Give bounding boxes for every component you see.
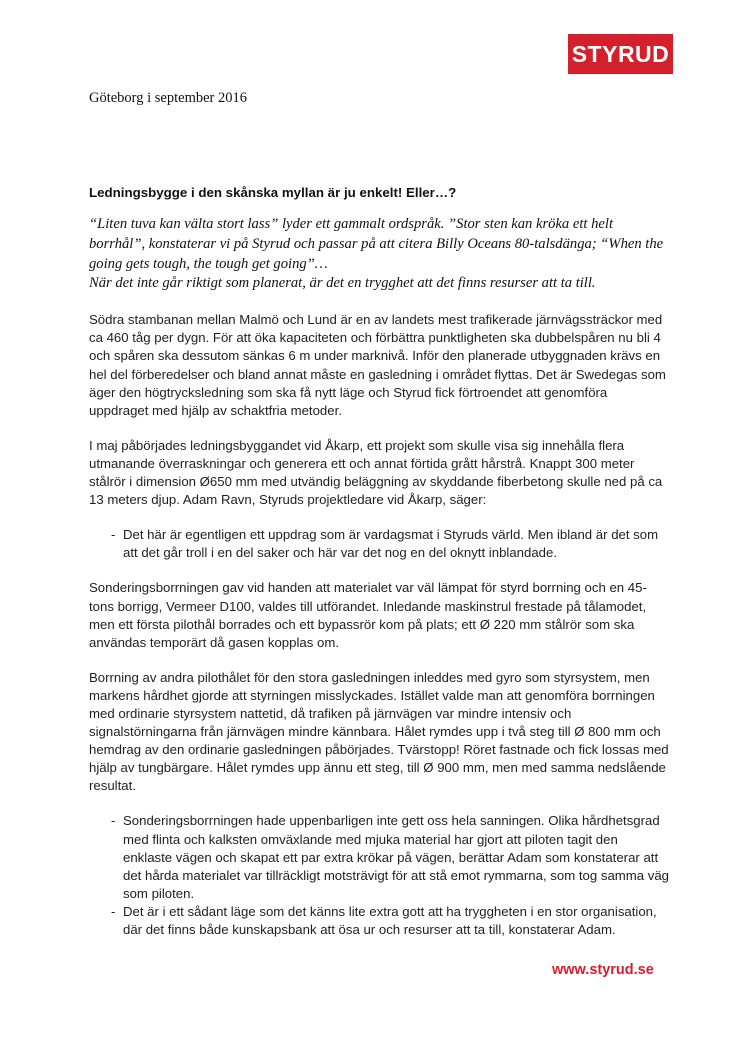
quote-list — [89, 812, 669, 939]
paragraph: I maj påbörjades ledningsbyggandet vid Åkarp, ett projekt som skulle visa sig innehålla flera utmanande överraskningar och generera ett och annat förtida grått hårstrå. Knappt 300 meter stålrör i dimension Ø650 mm med utvändig beläggning av skyddande fiberbetong skulle ned på ca 13 meters djup. Adam Ravn, Styruds projektledare vid Åkarp, säger: — [89, 437, 663, 508]
paragraph: Sonderingsborrningen gav vid handen att materialet var väl lämpat för styrd borrning och en 45-tons borrigg, Vermeer D100, valdes till utförandet. Inledande maskinstrul frestade på tålamodet, men ett första pilothål borrades och ett bypassrör kom på plats; ett Ø 220 mm stålrör som ska användas temporärt då gasen kopplas om. — [89, 580, 647, 650]
intro-quote — [89, 215, 669, 294]
intro-line: “Liten tuva kan välta stort lass” lyder ett gammalt ordspråk. ”Stor sten kan kröka ett helt borrhål”, konstaterar vi på Styrud och passar på att citera Billy Oceans 80-talsdänga; “When the going gets tough, the tough get going”… — [89, 216, 664, 272]
quote-item — [89, 812, 669, 902]
bullet-dash: - — [111, 813, 116, 829]
quote-list — [89, 526, 669, 562]
quote-text: Det här är egentligen ett uppdrag som är vardagsmat i Styruds värld. Men ibland är det som att det går troll i en del saker och här var det nog en del oknytt inblandade. — [123, 527, 659, 561]
bullet-dash: - — [111, 527, 116, 543]
styrud-logo: STYRUD — [568, 34, 673, 74]
paragraph: Södra stambanan mellan Malmö och Lund är en av landets mest trafikerade järnvägssträckor med ca 460 tåg per dygn. För att öka kapaciteten och förbättra punktligheten ska dubbelspåren nu bli 4 och spåren ska dessutom sänkas 6 m under marknivå. Inför den planerade utbyggnaden krävs en hel del förberedelser och bland annat måste en gasledning i området flyttas. Det är Swedegas som äger den högtrycksledning som ska få nytt läge och Styrud fick förtroendet att genomföra uppdraget med hjälp av schaktfria metoder. — [89, 312, 666, 418]
quote-text: Det är i ett sådant läge som det känns lite extra gott att ha tryggheten i en stor organisation, där det finns både kunskapsbank att ösa ur och resurser att ta till, konstaterar Adam. — [123, 903, 657, 937]
intro-line: När det inte går riktigt som planerat, är det en trygghet att det finns resurser att ta till. — [89, 275, 596, 292]
paragraph: Borrning av andra pilothålet för den stora gasledningen inleddes med gyro som styrsystem, men markens hårdhet gjorde att styrningen misslyckades. Istället valde man att genomföra borrningen med ordinarie styrsystem nattetid, då trafiken på järnvägen var mindre intensiv och signalstörningarna från järnvägen mindre kännbara. Hålet rymdes upp i två steg till Ø 800 mm och hemdrag av den ordinarie gasledningen påbörjades. Tvärstopp! Röret fastnade och fick lossas med hjälp av tungbärgare. Hålet rymdes upp ännu ett steg, till Ø 900 mm, men med samma nedslående resultat. — [89, 669, 669, 794]
bullet-dash: - — [111, 903, 116, 919]
article-heading: Ledningsbygge i den skånska myllan är ju enkelt! Eller…? — [89, 185, 457, 200]
quote-text: Sonderingsborrningen hade uppenbarligen inte gett oss hela sanningen. Olika hårdhetsgrad med flinta och kalksten omväxlande med mjuka material har gjort att piloten tagit den enklaste vägen och skapat ett par extra krökar på vägen, berättar Adam som konstaterar att det hårda materialet var tillräckligt motsträvigt för att stå emot rymmarna, som tog samma väg som piloten. — [123, 813, 670, 901]
date-line: Göteborg i september 2016 — [89, 90, 247, 106]
quote-item — [89, 526, 669, 562]
quote-item — [89, 903, 669, 939]
article-body — [89, 184, 669, 956]
website-link[interactable]: www.styrud.se — [552, 962, 654, 978]
